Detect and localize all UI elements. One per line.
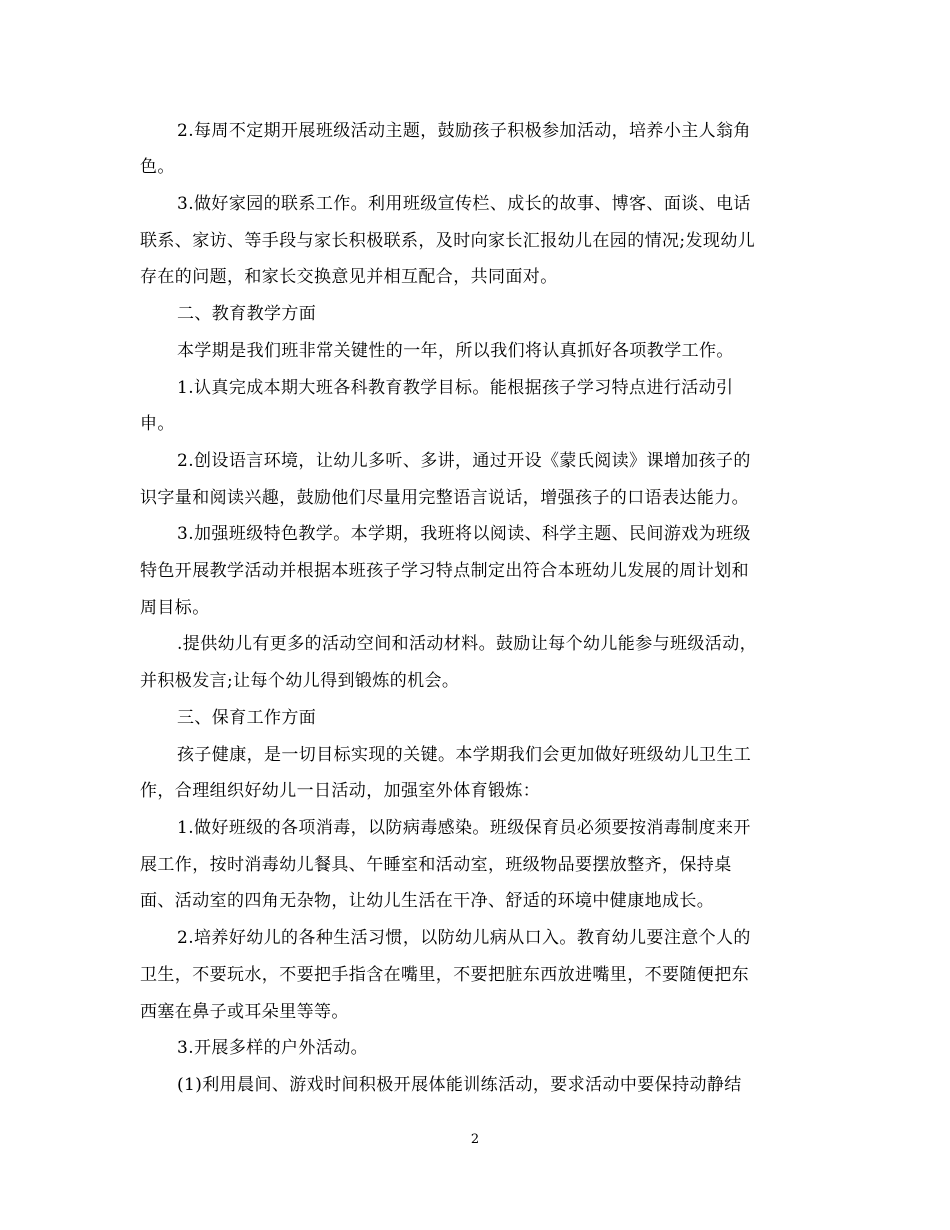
text-line: 展工作，按时消毒幼儿餐具、午睡室和活动室，班级物品要摆放整齐，保持桌 (140, 855, 732, 875)
text-line: 西塞在鼻子或耳朵里等等。 (140, 1002, 349, 1022)
text-line: 面、活动室的四角无杂物，让幼儿生活在干净、舒适的环境中健康地成长。 (140, 891, 715, 911)
page-number: 2 (470, 1132, 480, 1147)
text-line: 2.创设语言环境，让幼儿多听、多讲，通过开设《蒙氏阅读》课增加孩子的 (177, 451, 751, 471)
section-heading: 三、保育工作方面 (177, 708, 317, 728)
text-line: 1.认真完成本期大班各科教育教学目标。能根据孩子学习特点进行活动引 (177, 378, 734, 398)
text-line: 周目标。 (140, 598, 210, 618)
text-line: 3.加强班级特色教学。本学期，我班将以阅读、科学主题、民间游戏为班级 (177, 524, 751, 544)
text-line: 2.每周不定期开展班级活动主题，鼓励孩子积极参加活动，培养小主人翁角 (177, 121, 751, 141)
text-line: 3.做好家园的联系工作。利用班级宣传栏、成长的故事、博客、面谈、电话 (177, 194, 751, 214)
text-line: 作，合理组织好幼儿一日活动，加强室外体育锻炼： (140, 781, 541, 801)
text-line: 申。 (140, 414, 175, 434)
text-line: 1.做好班级的各项消毒，以防病毒感染。班级保育员必须要按消毒制度来开 (177, 818, 751, 838)
text-line: 并积极发言;让每个幼儿得到锻炼的机会。 (140, 671, 460, 691)
text-line: 2.培养好幼儿的各种生活习惯，以防幼儿病从口入。教育幼儿要注意个人的 (177, 928, 751, 948)
text-line: 孩子健康，是一切目标实现的关键。本学期我们会更加做好班级幼儿卫生工 (177, 745, 752, 765)
text-line: 3.开展多样的户外活动。 (177, 1038, 369, 1058)
text-line: 存在的问题，和家长交换意见并相互配合，共同面对。 (140, 267, 558, 287)
text-line: 特色开展教学活动并根据本班孩子学习特点制定出符合本班幼儿发展的周计划和 (140, 561, 749, 581)
text-line: 识字量和阅读兴趣，鼓励他们尽量用完整语言说话，增强孩子的口语表达能力。 (140, 488, 749, 508)
text-line: 色。 (140, 157, 175, 177)
text-line: 卫生，不要玩水，不要把手指含在嘴里，不要把脏东西放进嘴里，不要随便把东 (140, 965, 749, 985)
text-line: .提供幼儿有更多的活动空间和活动材料。鼓励让每个幼儿能参与班级活动， (177, 634, 758, 654)
text-line: 联系、家访、等手段与家长积极联系，及时向家长汇报幼儿在园的情况;发现幼儿 (140, 231, 756, 251)
text-line: 本学期是我们班非常关键性的一年，所以我们将认真抓好各项教学工作。 (177, 341, 734, 361)
section-heading: 二、教育教学方面 (177, 304, 317, 324)
text-line: (1)利用晨间、游戏时间积极开展体能训练活动，要求活动中要保持动静结 (177, 1075, 742, 1095)
